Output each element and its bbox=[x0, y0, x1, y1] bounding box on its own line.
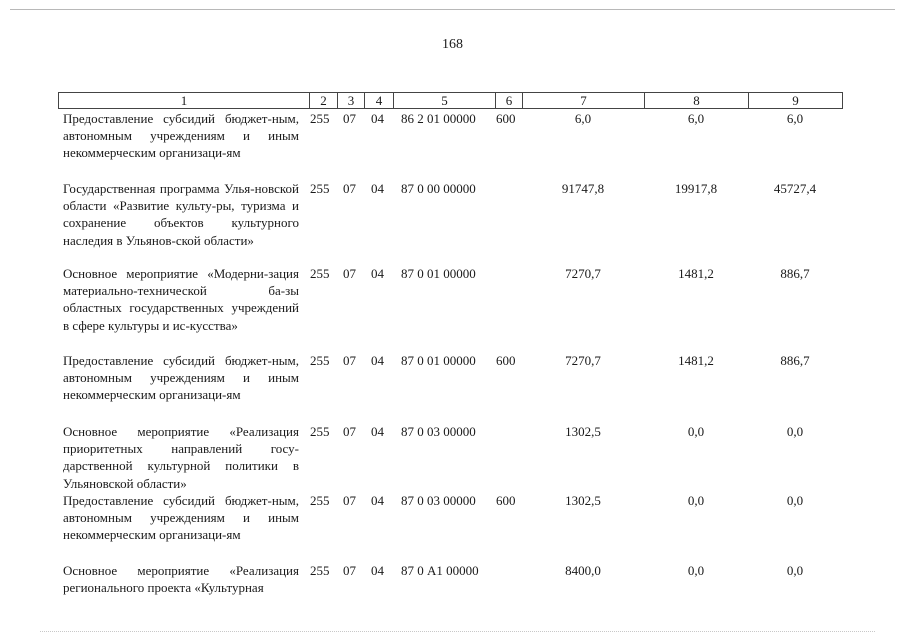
col-6-value: 600 bbox=[496, 353, 516, 368]
col-9-value: 0,0 bbox=[786, 424, 804, 439]
header-cell-7: 7 bbox=[522, 92, 645, 109]
col-9-value: 45727,4 bbox=[773, 181, 817, 196]
col-9-value: 6,0 bbox=[786, 111, 804, 126]
col-7-value: 8400,0 bbox=[565, 563, 601, 578]
col-9-value: 0,0 bbox=[786, 493, 804, 508]
bottom-rule bbox=[40, 631, 875, 632]
col-4-value: 04 bbox=[371, 493, 384, 508]
col-7-value: 7270,7 bbox=[565, 266, 601, 281]
row-description: Основное мероприятие «Модерни-зация материально-технической ба-зы областных государственных учреждений в сфере культуры и ис-кусства» bbox=[63, 266, 299, 333]
col-6-value: 600 bbox=[496, 111, 516, 126]
row-description: Предоставление субсидий бюджет-ным, автономным учреждениям и иным некоммерческим организаци-ям bbox=[63, 353, 299, 403]
header-cell-9: 9 bbox=[748, 92, 843, 109]
row-description: Государственная программа Улья-новской области «Развитие культу-ры, туризма и сохранение объектов культурного наследия в Ульянов-ской области» bbox=[63, 181, 299, 248]
col-8-value: 0,0 bbox=[687, 424, 705, 439]
header-cell-5: 5 bbox=[393, 92, 496, 109]
col-2-value: 255 bbox=[310, 493, 330, 508]
row-description: Основное мероприятие «Реализация приоритетных направлений госу-дарственной культурной политики в Ульяновской области» bbox=[63, 424, 299, 491]
header-cell-3: 3 bbox=[337, 92, 365, 109]
header-cell-6: 6 bbox=[495, 92, 523, 109]
row-description: Предоставление субсидий бюджет-ным, автономным учреждениям и иным некоммерческим организаци-ям bbox=[63, 111, 299, 161]
col-3-value: 07 bbox=[343, 181, 356, 196]
col-2-value: 255 bbox=[310, 424, 330, 439]
col-7-value: 1302,5 bbox=[565, 424, 601, 439]
col-3-value: 07 bbox=[343, 353, 356, 368]
col-8-value: 6,0 bbox=[687, 111, 705, 126]
col-3-value: 07 bbox=[343, 424, 356, 439]
col-5-value: 86 2 01 00000 bbox=[401, 111, 476, 126]
col-7-value: 6,0 bbox=[574, 111, 592, 126]
col-7-value: 91747,8 bbox=[561, 181, 605, 196]
col-6-value: 600 bbox=[496, 493, 516, 508]
col-4-value: 04 bbox=[371, 181, 384, 196]
header-cell-1: 1 bbox=[58, 92, 310, 109]
col-4-value: 04 bbox=[371, 111, 384, 126]
col-3-value: 07 bbox=[343, 111, 356, 126]
col-4-value: 04 bbox=[371, 563, 384, 578]
col-5-value: 87 0 03 00000 bbox=[401, 493, 476, 508]
col-5-value: 87 0 01 00000 bbox=[401, 353, 476, 368]
col-9-value: 886,7 bbox=[780, 266, 810, 281]
col-9-value: 0,0 bbox=[786, 563, 804, 578]
col-5-value: 87 0 00 00000 bbox=[401, 181, 476, 196]
row-description: Предоставление субсидий бюджет-ным, автономным учреждениям и иным некоммерческим организаци-ям bbox=[63, 493, 299, 543]
col-4-value: 04 bbox=[371, 424, 384, 439]
col-8-value: 1481,2 bbox=[678, 266, 714, 281]
col-8-value: 0,0 bbox=[687, 493, 705, 508]
col-9-value: 886,7 bbox=[780, 353, 810, 368]
col-8-value: 1481,2 bbox=[678, 353, 714, 368]
top-rule bbox=[10, 9, 895, 10]
col-2-value: 255 bbox=[310, 563, 330, 578]
col-4-value: 04 bbox=[371, 266, 384, 281]
col-3-value: 07 bbox=[343, 266, 356, 281]
col-5-value: 87 0 01 00000 bbox=[401, 266, 476, 281]
col-5-value: 87 0 А1 00000 bbox=[401, 563, 479, 578]
col-2-value: 255 bbox=[310, 181, 330, 196]
col-8-value: 0,0 bbox=[687, 563, 705, 578]
header-cell-8: 8 bbox=[644, 92, 749, 109]
col-3-value: 07 bbox=[343, 563, 356, 578]
col-2-value: 255 bbox=[310, 353, 330, 368]
col-2-value: 255 bbox=[310, 266, 330, 281]
col-3-value: 07 bbox=[343, 493, 356, 508]
col-7-value: 7270,7 bbox=[565, 353, 601, 368]
col-7-value: 1302,5 bbox=[565, 493, 601, 508]
col-2-value: 255 bbox=[310, 111, 330, 126]
page-number: 168 bbox=[442, 37, 463, 52]
col-5-value: 87 0 03 00000 bbox=[401, 424, 476, 439]
row-description: Основное мероприятие «Реализация регионального проекта «Культурная bbox=[63, 563, 299, 596]
header-cell-2: 2 bbox=[309, 92, 338, 109]
header-cell-4: 4 bbox=[364, 92, 394, 109]
col-8-value: 19917,8 bbox=[674, 181, 718, 196]
col-4-value: 04 bbox=[371, 353, 384, 368]
